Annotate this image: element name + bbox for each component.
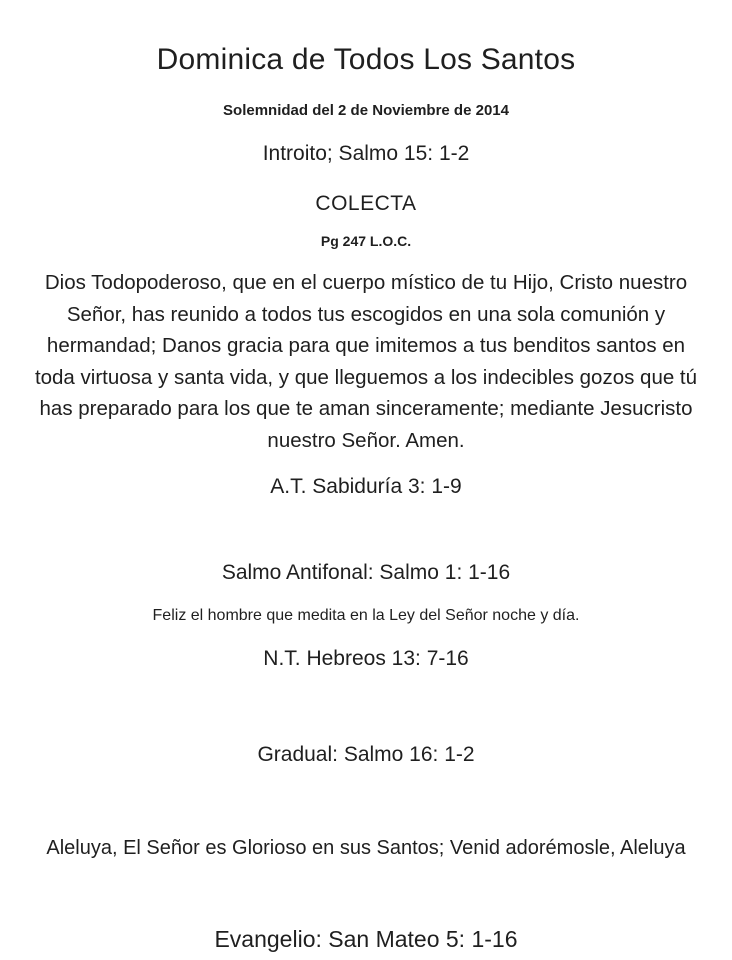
new-testament-reading-heading: N.T. Hebreos 13: 7-16 [263, 647, 469, 670]
gradual-heading: Gradual: Salmo 16: 1-2 [257, 743, 475, 766]
collect-heading: COLECTA [315, 192, 417, 215]
collect-prayer-paragraph: Dios Todopoderoso, que en el cuerpo místico de tu Hijo, Cristo nuestro Señor, has reunido a todos tus escogidos en una sola comunión y hermandad; Danos gracia para que imitemos a tus benditos santos en toda virtuosa y santa vida, y que lleguemos a los indecibles gozos que tú has preparado para los que te aman sinceramente; mediante Jesucristo nuestro Señor. Amen. [34, 271, 698, 452]
solemnity-subtitle: Solemnidad del 2 de Noviembre de 2014 [223, 102, 509, 119]
page-title: Dominica de Todos Los Santos [156, 43, 576, 76]
page-reference: Pg 247 L.O.C. [320, 233, 412, 249]
antiphonal-psalm-heading: Salmo Antifonal: Salmo 1: 1-16 [221, 561, 511, 584]
gospel-heading: Evangelio: San Mateo 5: 1-16 [214, 926, 518, 952]
antiphon-text: Feliz el hombre que medita en la Ley del Señor noche y día. [152, 607, 580, 624]
alleluia-verse: Aleluya, El Señor es Glorioso en sus Santos; Venid adorémosle, Aleluya [46, 837, 686, 859]
old-testament-reading-heading: A.T. Sabiduría 3: 1-9 [270, 475, 462, 498]
introit-heading: Introito; Salmo 15: 1-2 [262, 142, 470, 165]
